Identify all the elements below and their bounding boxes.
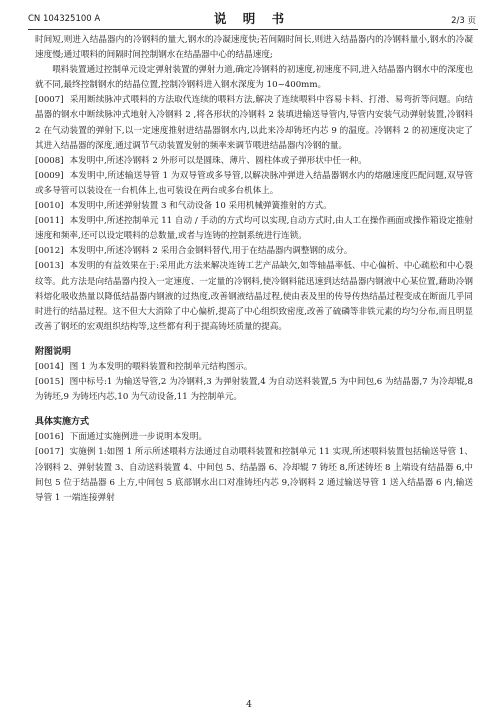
page-info: 2/3 页 [451, 16, 476, 26]
paragraph-number: [0007] [35, 95, 64, 106]
paragraph-number: [0014] [35, 361, 64, 372]
paragraph-text: 时间短,则进入结晶器内的冷钢料的量大,钢水的冷凝速度快;若间隔时间长,则进入结晶器内的冷钢料量小,钢水的冷凝速度慢;通过喂料的间隔时间控制钢水在结晶器中心的结晶速度; [35, 35, 473, 61]
page-header [28, 8, 476, 28]
paragraph-number: [0009] [35, 170, 64, 181]
paragraph [35, 154, 473, 169]
paragraph-number: [0011] [35, 216, 64, 227]
paragraph-text: 本发明中,所述输送导管 1 为双导管或多导管,以解决脉冲弹进入结晶器钢水内的熔融速度匹配问题,双导管或多导管可以装设在一台机体上,也可装设在两台或多台机体上。 [35, 170, 473, 196]
paragraph-text: 采用断续脉冲式喂料的方法取代连续的喂料方法,解决了连续喂料中容易卡料、打滑、易弯折等问题。向结晶器的钢水中断续脉冲式地射入冷钢料 2 ,将各形状的冷钢料 2 装填进输送导管内,导管内安装气动弹射装置,冷钢料 2 在气动装置的弹射下,以一定速度推射进结晶器钢水内,以此来冷却铸坯内芯 9 的温度。冷钢料 2 的初速度决定了其进入结晶器的深度,通过调节气动装置发射的频率来调节喂进结晶器内冷钢的量。 [35, 95, 473, 151]
paragraph [35, 63, 473, 93]
paragraph [35, 33, 473, 63]
paragraph [35, 259, 473, 334]
paragraph-text: 本发明中,所述冷钢料 2 外形可以是圆珠、薄片、圆柱体或子弹形状中任一种。 [69, 155, 367, 166]
paragraph-text: 下面通过实施例进一步说明本发明。 [69, 432, 208, 443]
paragraph-text: 图中标号:1 为输送导管,2 为冷钢料,3 为弹射装置,4 为自动送料装置,5 为中间包,6 为结晶器,7 为冷却辊,8 为铸坯,9 为铸坯内芯,10 为气动设备,11 为控制单元。 [35, 377, 473, 403]
paragraph [35, 430, 473, 445]
section-heading: 具体实施方式 [35, 417, 90, 428]
paragraph-number: [0008] [35, 155, 64, 166]
body-text [35, 33, 473, 506]
paragraph-text: 图 1 为本发明的喂料装置和控制单元结构图示。 [69, 361, 253, 372]
paragraph-number: [0013] [35, 261, 64, 272]
page-footer-number: 4 [246, 700, 252, 710]
paragraph [35, 360, 473, 375]
patent-number: CN 104325100 A [28, 14, 101, 24]
paragraph-text: 本发明中,所述控制单元 11 自动 / 手动的方式均可以实现,自动方式时,由人工在操作画面或操作箱设定推射速度和频率,还可以设定喂料的总数量,或者与连铸的控制系统进行连锁。 [35, 216, 473, 242]
paragraph-number: [0015] [35, 377, 64, 388]
paragraph-text: 本发明中,所述冷钢料 2 采用合金钢料替代,用于在结晶器内调整钢的成分。 [69, 246, 353, 257]
paragraph-number: [0012] [35, 246, 64, 257]
paragraph-number: [0017] [35, 447, 64, 458]
section-heading: 附图说明 [35, 346, 72, 357]
paragraph-text: 实施例 1:如图 1 所示所述喂料方法通过自动喂料装置和控制单元 11 实现,所述喂料装置包括输送导管 1、冷钢料 2、弹射装置 3、自动送料装置 4、中间包 5、结晶器 6、冷却辊 7 铸坯 8,所述铸坯 8 上端设有结晶器 6,中间包 5 位于结晶器 6 上方,中间包 5 底部钢水出口对准铸坯内芯 9,冷钢料 2 通过输送导管 1 送入结晶器 6 内,输送导管 1 一端连接弹射 [35, 447, 473, 503]
paragraph-text: 喂料装置通过控制单元设定弹射装置的弹射力道,确定冷钢料的初速度,初速度不同,进入结晶器内钢水中的深度也就不同,最终控制钢水的结晶位置,控制冷钢料进入钢水深度为 10~400mm。 [35, 65, 473, 91]
document-title: 说 明 书 [213, 11, 291, 26]
paragraph [35, 214, 473, 244]
paragraph-text: 本发明中,所述弹射装置 3 和气动设备 10 采用机械弹簧推射的方式。 [69, 201, 332, 212]
paragraph [35, 445, 473, 505]
paragraph [35, 244, 473, 259]
paragraph [35, 93, 473, 153]
paragraph [35, 375, 473, 405]
paragraph [35, 169, 473, 199]
header-rule [28, 29, 478, 30]
paragraph [35, 199, 473, 214]
paragraph-text: 本发明的有益效果在于:采用此方法来解决连铸工艺产品缺欠,如等轴晶率低、中心偏析、中心疏松和中心裂纹等。此方法是向结晶器内投入一定速度、一定量的冷钢料,使冷钢料能迅速到达结晶器内钢液中心某位置,藉助冷钢料熔化吸收热量以降低结晶器内钢液的过热度,改善钢液结晶过程,使由表及里的传导传热结晶过程变成在断面几乎同时进行的结晶过程。这不但大大消除了中心偏析,提高了中心组织致密度,改善了硫磷等非铁元素的均匀分布,而且明显改善了钢坯的宏观组织结构等,这些都有利于提高铸坯质量的提高。 [35, 261, 473, 332]
paragraph-number: [0010] [35, 201, 64, 212]
paragraph-number: [0016] [35, 432, 64, 443]
